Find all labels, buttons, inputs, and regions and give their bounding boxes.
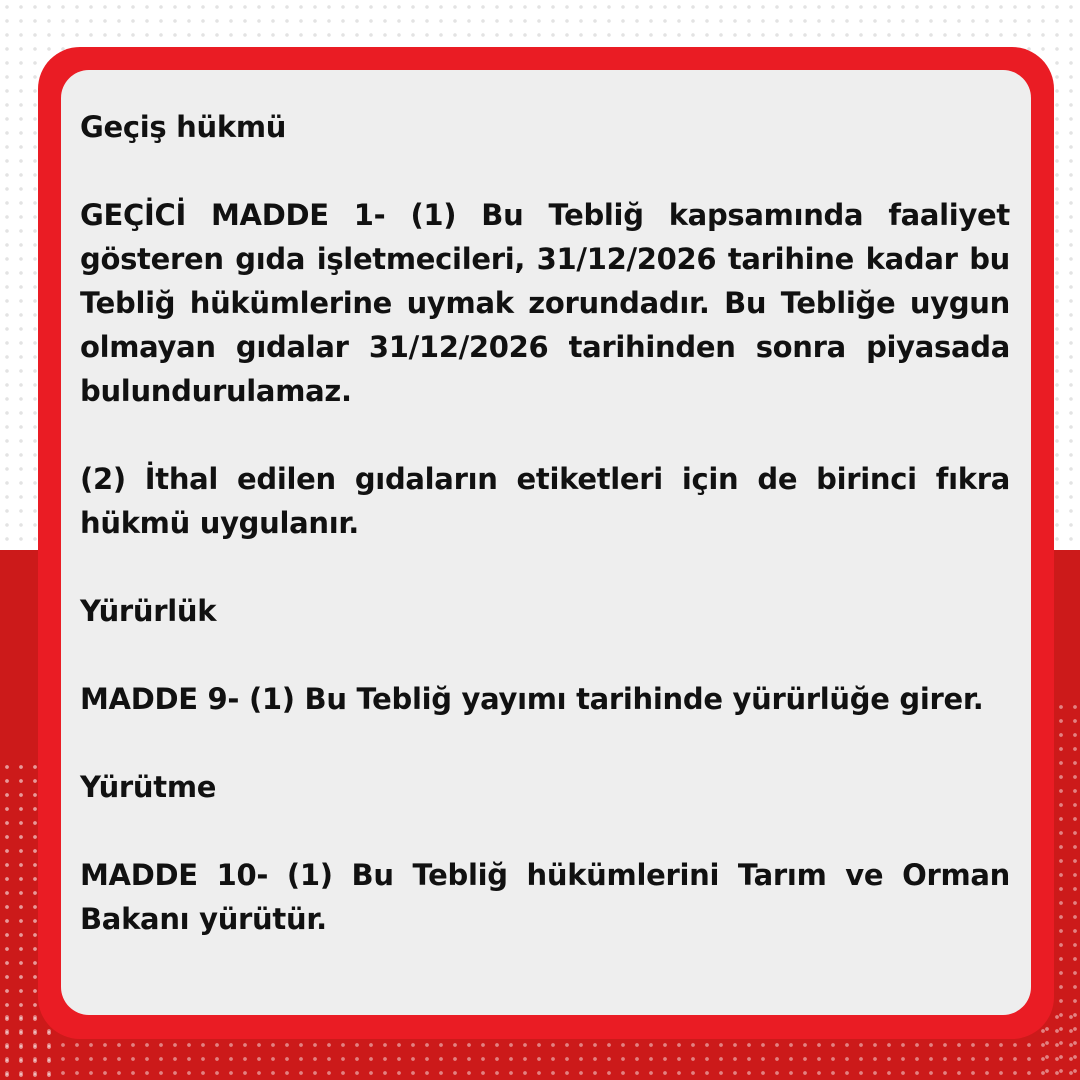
spacer xyxy=(80,545,1010,589)
paragraph-gecici-madde-1-fikra-2: (2) İthal edilen gıdaların etiketleri için de birinci fıkra hükmü uygulanır. xyxy=(80,462,1010,540)
section-heading-gecis-hukmu: Geçiş hükmü xyxy=(80,110,287,144)
spacer xyxy=(80,809,1010,853)
spacer xyxy=(80,721,1010,765)
paragraph-madde-10: MADDE 10- (1) Bu Tebliğ hükümlerini Tarım ve Orman Bakanı yürütür. xyxy=(80,858,1010,936)
spacer xyxy=(80,413,1010,457)
document-content xyxy=(80,105,1010,941)
paragraph-gecici-madde-1: GEÇİCİ MADDE 1- (1) Bu Tebliğ kapsamında faaliyet gösteren gıda işletmecileri, 31/12/2026 tarihine kadar bu Tebliğ hükümlerine uymak zorundadır. Bu Tebliğe uygun olmayan gıdalar 31/12/2026 tarihinden sonra piyasada bulundurulamaz. xyxy=(80,198,1010,408)
spacer xyxy=(80,633,1010,677)
paragraph-madde-9: MADDE 9- (1) Bu Tebliğ yayımı tarihinde yürürlüğe girer. xyxy=(80,682,984,716)
spacer xyxy=(80,149,1010,193)
section-heading-yururluk: Yürürlük xyxy=(80,594,217,628)
section-heading-yurutme: Yürütme xyxy=(80,770,217,804)
